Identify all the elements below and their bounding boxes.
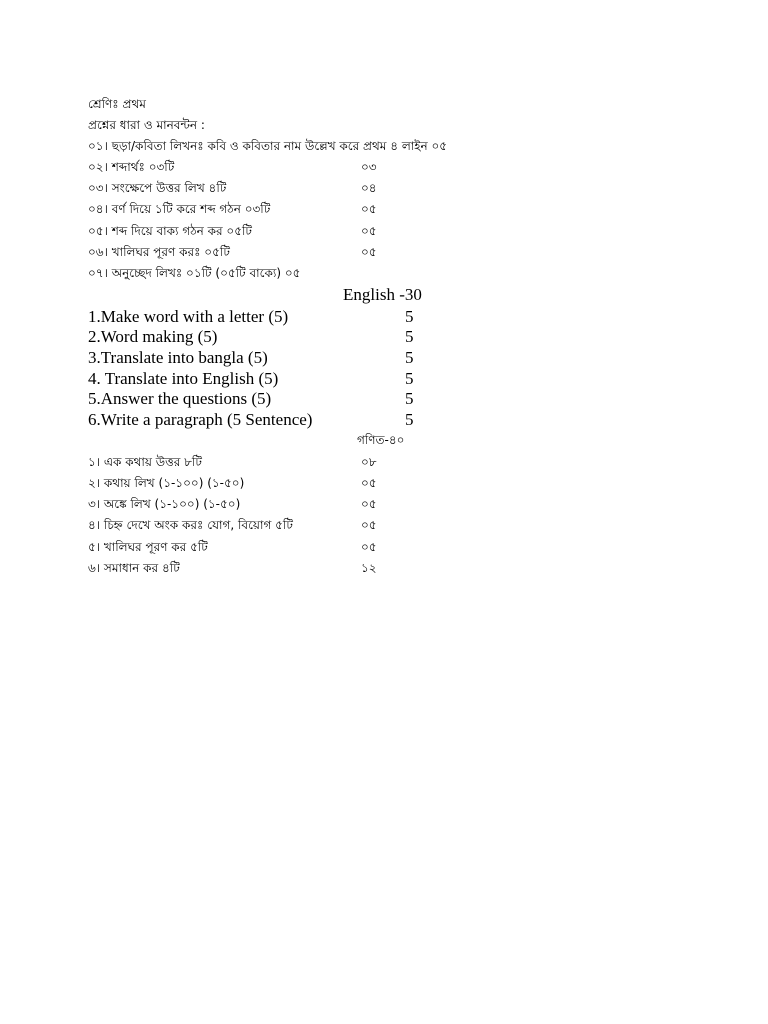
bangla-item-4: ০৪। বর্ণ দিয়ে ১টি করে শব্দ গঠন ০৩টি <box>88 202 271 216</box>
bangla-item-2-mark: ০৩ <box>361 160 377 174</box>
bangla-item-3-mark: ০৪ <box>361 181 377 195</box>
bangla-item-5-mark: ০৫ <box>361 224 377 238</box>
math-item-5-mark: ০৫ <box>361 540 377 554</box>
english-item-2: 2.Word making (5) <box>88 327 218 346</box>
math-item-6: ৬। সমাধান কর ৪টি <box>88 561 180 575</box>
english-item-3: 3.Translate into bangla (5) <box>88 348 268 367</box>
english-item-1-mark: 5 <box>405 307 414 326</box>
english-heading: English -30 <box>343 285 422 304</box>
math-item-4-mark: ০৫ <box>361 518 377 532</box>
bangla-item-6: ০৬। খালিঘর পূরণ করঃ ০৫টি <box>88 245 230 259</box>
math-heading: গণিত-৪০ <box>357 433 405 447</box>
bangla-item-2: ০২। শব্দার্থঃ ০৩টি <box>88 160 175 174</box>
math-item-1: ১। এক কথায় উত্তর ৮টি <box>88 455 202 469</box>
math-item-1-mark: ০৮ <box>361 455 377 469</box>
bangla-item-6-mark: ০৫ <box>361 245 377 259</box>
math-item-6-mark: ১২ <box>361 561 377 575</box>
math-item-3: ৩। অঙ্কে লিখ (১-১০০) (১-৫০) <box>88 497 241 511</box>
english-item-4-mark: 5 <box>405 369 414 388</box>
english-item-5: 5.Answer the questions (5) <box>88 389 272 408</box>
math-item-2: ২। কথায় লিখ (১-১০০) (১-৫০) <box>88 476 245 490</box>
english-item-5-mark: 5 <box>405 389 414 408</box>
english-item-3-mark: 5 <box>405 348 414 367</box>
english-item-2-mark: 5 <box>405 327 414 346</box>
english-item-6-mark: 5 <box>405 410 414 429</box>
class-title: শ্রেণিঃ প্রথম <box>88 97 146 111</box>
math-item-5: ৫। খালিঘর পূরণ কর ৫টি <box>88 540 208 554</box>
english-item-6: 6.Write a paragraph (5 Sentence) <box>88 410 313 429</box>
math-item-4: ৪। চিহ্ন দেখে অংক করঃ যোগ, বিয়োগ ৫টি <box>88 518 293 532</box>
math-item-2-mark: ০৫ <box>361 476 377 490</box>
bangla-item-4-mark: ০৫ <box>361 202 377 216</box>
english-item-1: 1.Make word with a letter (5) <box>88 307 289 326</box>
english-item-4: 4. Translate into English (5) <box>88 369 279 388</box>
question-pattern-subtitle: প্রশ্নের ধারা ও মানবন্টন : <box>88 118 205 132</box>
bangla-item-3: ০৩। সংক্ষেপে উত্তর লিখ ৪টি <box>88 181 227 195</box>
math-item-3-mark: ০৫ <box>361 497 377 511</box>
bangla-item-5: ০৫। শব্দ দিয়ে বাক্য গঠন কর ০৫টি <box>88 224 252 238</box>
bangla-item-7: ০৭। অনুচ্ছেদ লিখঃ ০১টি (০৫টি বাক্যে) ০৫ <box>88 266 301 280</box>
bangla-item-1: ০১। ছড়া/কবিতা লিখনঃ কবি ও কবিতার নাম উল্লেখ করে প্রথম ৪ লাইন ০৫ <box>88 139 448 153</box>
